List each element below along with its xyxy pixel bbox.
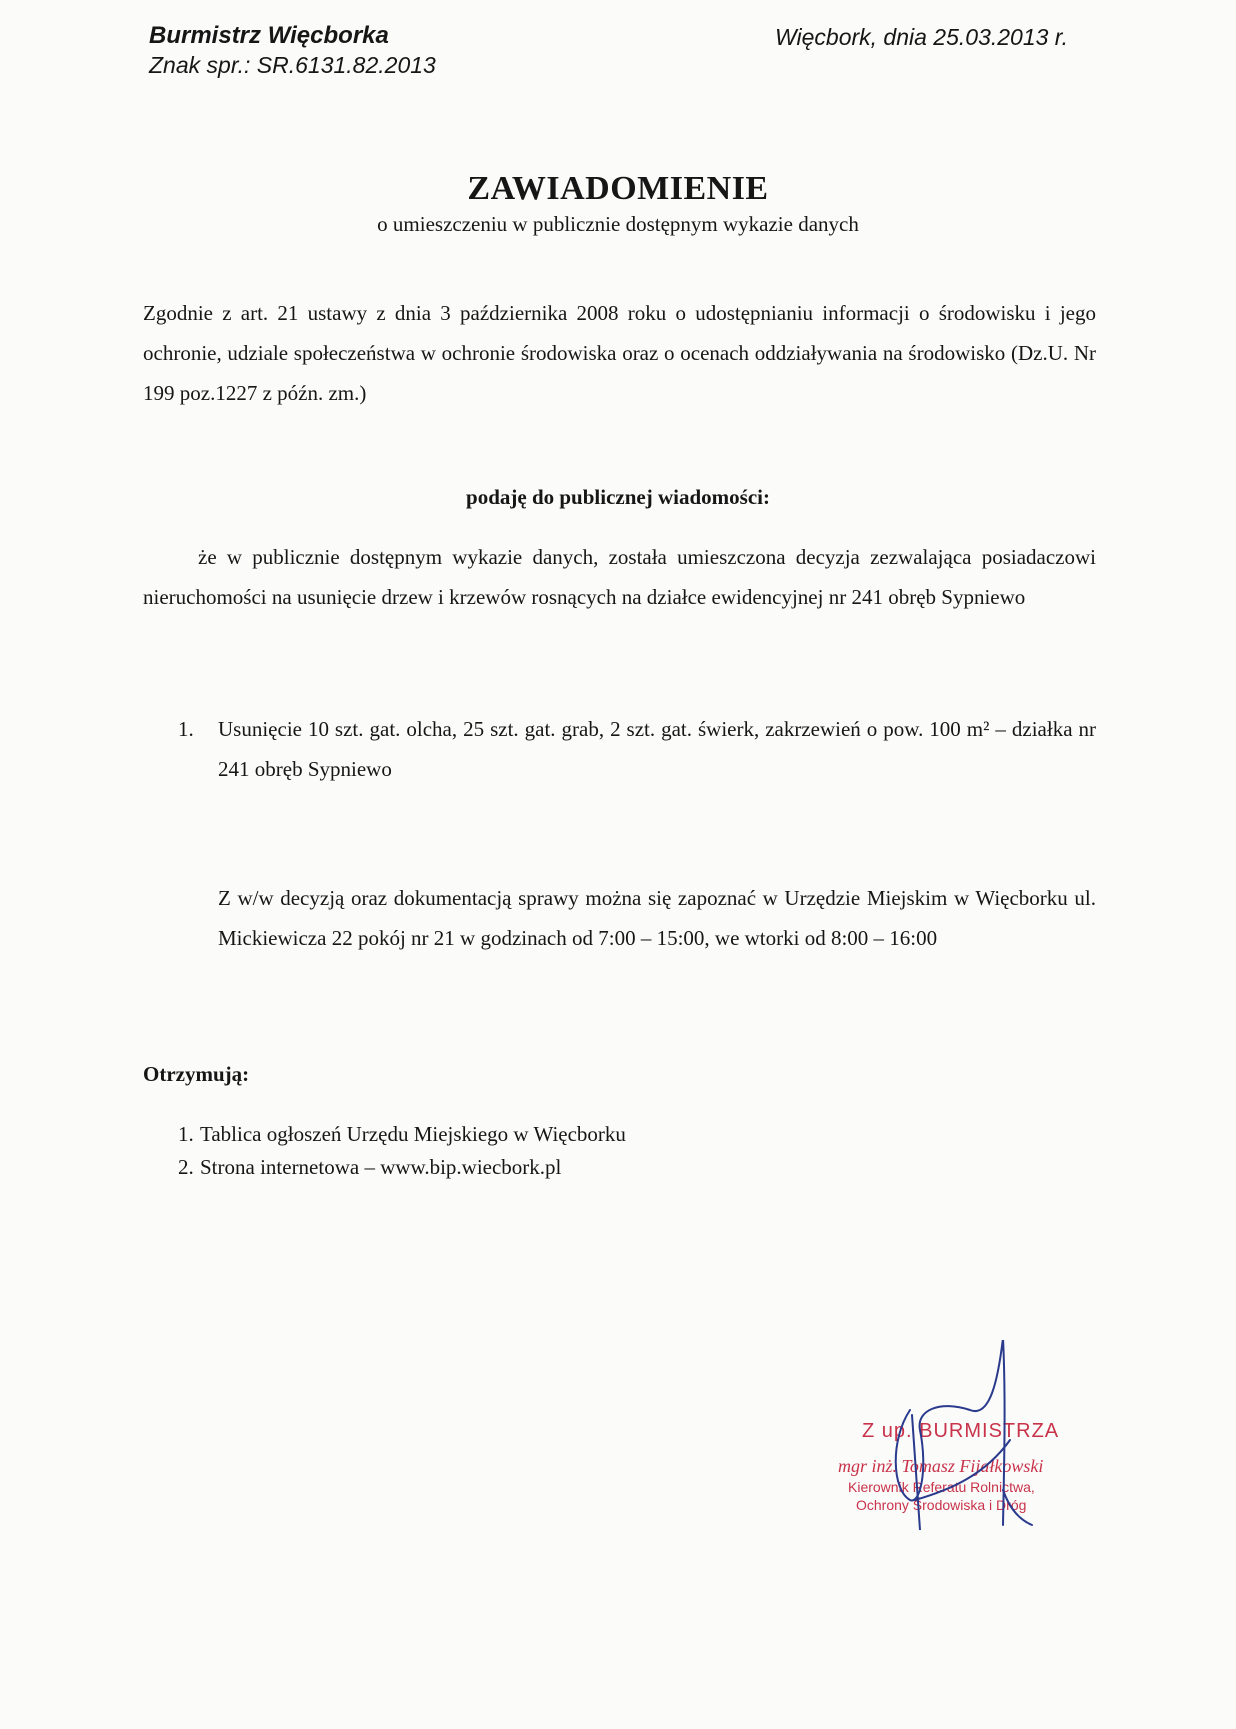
place-and-date: Więcbork, dnia 25.03.2013 r.: [775, 24, 1069, 50]
legal-basis-text: Zgodnie z art. 21 ustawy z dnia 3 października 2008 roku o udostępnianiu informacji o środowisku i jego ochronie, udziale społeczeństwa w ochronie środowiska oraz o ocenach oddziaływania na środowisko (Dz.U. Nr 199 poz.1227 z późn. zm.): [143, 301, 1096, 405]
item-text: Tablica ogłoszeń Urzędu Miejskiego w Więcborku: [200, 1122, 626, 1146]
legal-basis-paragraph: [143, 293, 1096, 413]
inspection-info-paragraph: [218, 878, 1096, 958]
document-subtitle: o umieszczeniu w publicznie dostępnym wykazie danych: [377, 212, 859, 236]
list-item: [178, 709, 1096, 789]
item-number: 2.: [178, 1155, 194, 1179]
item-text: Strona internetowa – www.bip.wiecbork.pl: [200, 1155, 562, 1179]
inspection-info-text: Z w/w decyzją oraz dokumentacją sprawy można się zapoznać w Urzędzie Miejskim w Więcborku ul. Mickiewicza 22 pokój nr 21 w godzinach od 7:00 – 15:00, we wtorki od 8:00 – 16:00: [218, 886, 1096, 950]
list-item: [178, 1151, 878, 1184]
document-title: ZAWIADOMIENIE: [467, 170, 769, 207]
item-number: 1.: [178, 717, 194, 741]
recipients-heading: Otrzymują:: [143, 1062, 250, 1086]
svg-text:Ochrony Środowiska i Dróg: Ochrony Środowiska i Dróg: [856, 1497, 1027, 1513]
announcement-line: podaję do publicznej wiadomości:: [466, 485, 770, 509]
stamp-lettering: [838, 1420, 1059, 1513]
list-item: [178, 1118, 878, 1151]
item-number: 1.: [178, 1122, 194, 1146]
decision-text: że w publicznie dostępnym wykazie danych, została umieszczona decyzja zezwalająca posiadaczowi nieruchomości na usunięcie drzew i krzewów rosnących na działce ewidencyjnej nr 241 obręb Sypniewo: [143, 545, 1096, 609]
official-stamp-and-signature: [820, 1340, 1110, 1530]
svg-text:Kierownik Referatu Rolnictwa,: Kierownik Referatu Rolnictwa,: [848, 1479, 1035, 1495]
decision-paragraph: [143, 537, 1096, 617]
svg-text:Z up. BURMISTRZA: Z up. BURMISTRZA: [862, 1420, 1060, 1442]
case-reference: Znak spr.: SR.6131.82.2013: [149, 52, 436, 78]
decision-items: [178, 709, 1096, 789]
svg-text:mgr inż. Tomasz Fijałkowski: mgr inż. Tomasz Fijałkowski: [838, 1456, 1044, 1476]
recipients-list: [178, 1118, 878, 1184]
issuing-authority: Burmistrz Więcborka: [149, 22, 389, 49]
item-text: Usunięcie 10 szt. gat. olcha, 25 szt. gat. grab, 2 szt. gat. świerk, zakrzewień o pow. 100 m² – działka nr 241 obręb Sypniewo: [218, 717, 1096, 781]
